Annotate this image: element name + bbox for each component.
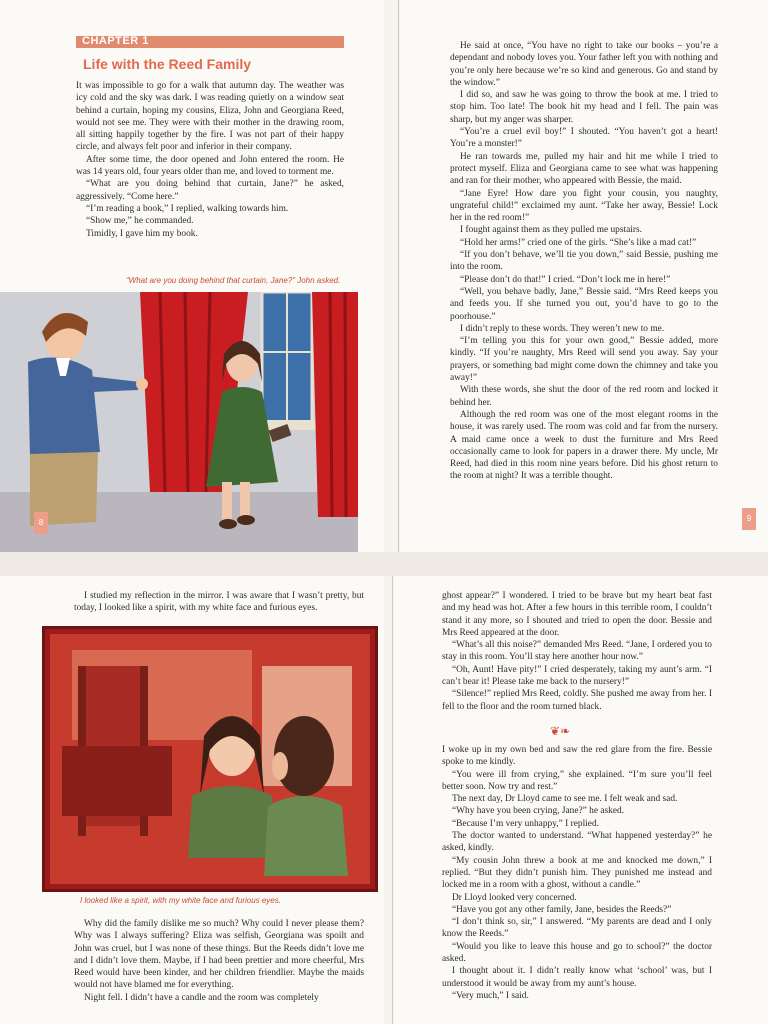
paragraph: I thought about it. I didn’t really know what ‘school’ was, but I understood it would be away from my aunt’s house. [442, 966, 712, 989]
page-10-text-bottom [74, 918, 364, 1004]
paragraph: “Hold her arms!” cried one of the girls. “She’s like a mad cat!” [460, 237, 697, 248]
paragraph: “Have you got any other family, Jane, besides the Reeds?” [452, 904, 672, 915]
paragraph: “You were ill from crying,” she explained. “I’m sure you’ll feel better soon. Now try and rest.” [442, 769, 712, 792]
paragraph: “Would you like to leave this house and go to school?” the doctor asked. [442, 941, 712, 965]
paragraph: The doctor wanted to understand. “What happened yesterday?” he asked, kindly. [442, 831, 712, 854]
page-number: 8 [34, 512, 48, 534]
page-11-text-bottom [442, 744, 712, 1002]
section-ornament: ❦❧ [550, 724, 571, 738]
paragraph: “Jane Eyre! How dare you fight your cousin, you naughty, ungrateful child!” exclaimed my aunt. “Take her away, Bessie! Lock her in the red room!” [450, 188, 718, 224]
page-number: 9 [742, 508, 756, 530]
paragraph: I did so, and saw he was going to throw the book at me. I tried to stop him. Too late! The book hit my head and I fell. The pain was sharp, but my anger was sharper. [450, 90, 718, 125]
paragraph: “Show me,” he commanded. [86, 216, 194, 227]
paragraph: Although the red room was one of the most elegant rooms in the house, it was rarely used. The room was cold and far from the nursery. A maid came once a week to dust the furniture and Mrs Reed occasionally came to look for papers in a drawer there. My uncle, Mr Reed, had died in this room nine years before. Did his ghost return to the room at night? It was a terrible thought. [450, 409, 718, 482]
paragraph: “Very much,” I said. [452, 990, 529, 1001]
paragraph: “If you don’t behave, we’ll tie you down,” said Bessie, pushing me into the room. [450, 250, 718, 273]
paragraph: I didn’t reply to these words. They weren’t new to me. [460, 323, 665, 334]
chapter-banner [76, 36, 344, 48]
page-9 [400, 0, 768, 552]
paragraph: I studied my reflection in the mirror. I was aware that I wasn’t pretty, but today, I looked like a spirit, with my white face and furious eyes. [74, 591, 364, 614]
paragraph: “Oh, Aunt! Have pity!” I cried desperately, taking my aunt’s arm. “I can’t bear it! Please take me back to the nursery!” [442, 664, 712, 688]
paragraph: “What are you doing behind that curtain, Jane?” he asked, aggressively. “Come here.” [76, 179, 344, 202]
paragraph: “I’m telling you this for your own good,” Bessie added, more kindly. “If you’re naughty, Mrs Reed will send you away. Say your prayers, or something bad might come down the chimney and take you away!” [450, 336, 718, 384]
page-11-text-top [442, 590, 712, 713]
paragraph: It was impossible to go for a walk that autumn day. The weather was icy cold and the sky was dark. I was reading quietly on a window seat behind a curtain, hoping my cousins, Eliza, John and Georgiana Reed, would not see me. They were with their mother in the drawing room, all sitting happily together by the fire. I was not part of their happy circle, and always felt poor and inferior in their company. [76, 81, 344, 153]
paragraph: “What’s all this noise?” demanded Mrs Reed. “Jane, I ordered you to stay in this room. You’ll stay here another hour now.” [442, 640, 712, 663]
paragraph: ghost appear?” I wondered. I tried to be brave but my heart beat fast and my head was hot. After a few hours in this terrible room, I couldn’t stand it any more, so I shouted and tried to open the door. Bessie and Mrs Reed appeared at the door. [442, 591, 712, 638]
page-gutter [398, 0, 399, 552]
illustration-caption: I looked like a spirit, with my white face and furious eyes. [80, 896, 281, 905]
paragraph: “Why have you been crying, Jane?” he asked. [452, 806, 625, 817]
paragraph: “Well, you behave badly, Jane,” Bessie said. “Mrs Reed keeps you and feeds you. If she turned you out, you’d have to go to the poorhouse.” [450, 286, 718, 322]
paragraph: Night fell. I didn’t have a candle and the room was completely [84, 992, 319, 1003]
paragraph: The next day, Dr Lloyd came to see me. I felt weak and sad. [452, 794, 678, 805]
paragraph: “My cousin John threw a book at me and knocked me down,” I replied. “But they didn’t punish him. They punished me instead and locked me in a room with a ghost, without a candle.” [442, 855, 712, 891]
paragraph: “I don’t think so, sir,” I answered. “My parents are dead and I only know the Reeds.” [442, 917, 712, 940]
illustration-caption: “What are you doing behind that curtain, Jane?” John asked. [126, 276, 341, 285]
paragraph: I woke up in my own bed and saw the red glare from the fire. Bessie spoke to me kindly. [442, 745, 712, 768]
paragraph: Dr Lloyd looked very concerned. [452, 892, 577, 903]
page-8 [0, 0, 384, 552]
page-8-text [76, 80, 344, 240]
paragraph: Why did the family dislike me so much? Why could I never please them? Why was I always suffering? Eliza was selfish, Georgiana was spoilt and John was cruel, but I was none of these things. But the Reeds didn’t love me and I didn’t love them. Maybe, if I had been prettier and more cheerful, Mrs Reed would have been kinder, and her children friendlier. Maybe the maids would not have blamed me for everything. [74, 919, 364, 991]
paragraph: “Silence!” replied Mrs Reed, coldly. She pushed me away from her. I fell to the floor and the room turned black. [442, 689, 712, 712]
chapter-label: CHAPTER 1 [82, 35, 149, 47]
page-9-text [450, 40, 718, 483]
page-10-text-top [74, 590, 364, 615]
paragraph: “I’m reading a book,” I replied, walking towards him. [86, 203, 289, 214]
illustration-john-and-jane [0, 292, 358, 552]
page-11 [394, 576, 768, 1024]
chapter-title: Life with the Reed Family [83, 56, 252, 72]
page-10 [0, 576, 384, 1024]
spread-separator [0, 552, 768, 576]
paragraph: “You’re a cruel evil boy!” I shouted. “You haven’t got a heart! You’re a monster!” [450, 127, 718, 150]
paragraph: He said at once, “You have no right to take our books – you’re a dependant and nobody loves you. Your father left you with nothing and you’re only here because we’re so kind and generous. Go and stand by the window.” [450, 41, 718, 88]
paragraph: After some time, the door opened and John entered the room. He was 14 years old, four years older than me, and loved to torment me. [76, 154, 344, 178]
paragraph: With these words, she shut the door of the red room and locked it behind her. [450, 385, 718, 408]
paragraph: Timidly, I gave him my book. [86, 228, 198, 239]
paragraph: He ran towards me, pulled my hair and hit me while I tried to protect myself. Eliza and Georgiana came to see what was happening and ran for their mother, who appeared with Bessie, the maid. [450, 151, 718, 187]
illustration-red-room-mirror [42, 626, 378, 892]
paragraph: I fought against them as they pulled me upstairs. [460, 225, 642, 236]
paragraph: “Please don’t do that!” I cried. “Don’t lock me in here!” [460, 274, 671, 285]
paragraph: “Because I’m very unhappy,” I replied. [452, 818, 599, 829]
page-gutter [392, 576, 393, 1024]
